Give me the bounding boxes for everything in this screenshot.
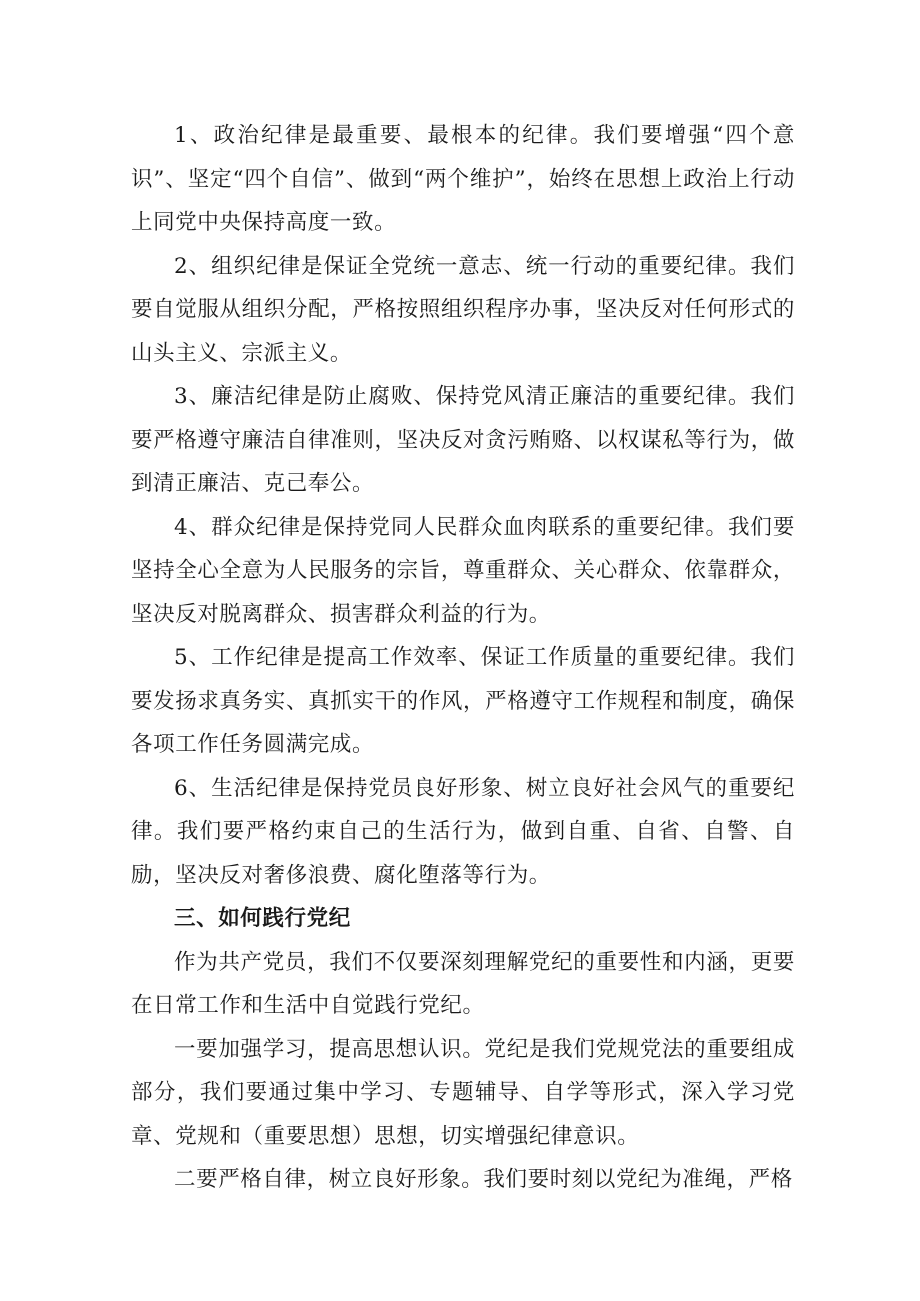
paragraph-self-discipline: 二要严格自律，树立良好形象。我们要时刻以党纪为准绳，严格 bbox=[174, 1167, 793, 1192]
paragraph-political-discipline: 1、政治纪律是最重要、最根本的纪律。我们要增强“四个意识”、坚定“四个自信”、做到“两个维护”，始终在思想上政治上行动上同党中央保持高度一致。 bbox=[131, 123, 795, 235]
paragraph-mass-discipline: 4、群众纪律是保持党同人民群众血肉联系的重要纪律。我们要坚持全心全意为人民服务的宗旨，尊重群众、关心群众、依靠群众，坚决反对脱离群众、损害群众利益的行为。 bbox=[131, 514, 795, 627]
paragraph-organizational-discipline: 2、组织纪律是保证全党统一意志、统一行动的重要纪律。我们要自觉服从组织分配，严格按照组织程序办事，坚决反对任何形式的山头主义、宗派主义。 bbox=[131, 253, 795, 366]
paragraph-work-discipline: 5、工作纪律是提高工作效率、保证工作质量的重要纪律。我们要发扬求真务实、真抓实干的作风，严格遵守工作规程和制度，确保各项工作任务圆满完成。 bbox=[131, 645, 795, 757]
paragraph-life-discipline: 6、生活纪律是保持党员良好形象、树立良好社会风气的重要纪律。我们要严格约束自己的生活行为，做到自重、自省、自警、自励，坚决反对奢侈浪费、腐化堕落等行为。 bbox=[131, 775, 795, 888]
paragraph-study: 一要加强学习，提高思想认识。党纪是我们党规党法的重要组成部分，我们要通过集中学习、专题辅导、自学等形式，深入学习党章、党规和（重要思想）思想，切实增强纪律意识。 bbox=[131, 1036, 795, 1149]
paragraph-intro-practice: 作为共产党员，我们不仅要深刻理解党纪的重要性和内涵，更要在日常工作和生活中自觉践行党纪。 bbox=[131, 949, 795, 1018]
paragraph-integrity-discipline: 3、廉洁纪律是防止腐败、保持党风清正廉洁的重要纪律。我们要严格遵守廉洁自律准则，坚决反对贪污贿赂、以权谋私等行为，做到清正廉洁、克己奉公。 bbox=[131, 384, 795, 496]
document-body bbox=[131, 114, 795, 1202]
section-heading: 三、如何践行党纪 bbox=[174, 906, 351, 931]
